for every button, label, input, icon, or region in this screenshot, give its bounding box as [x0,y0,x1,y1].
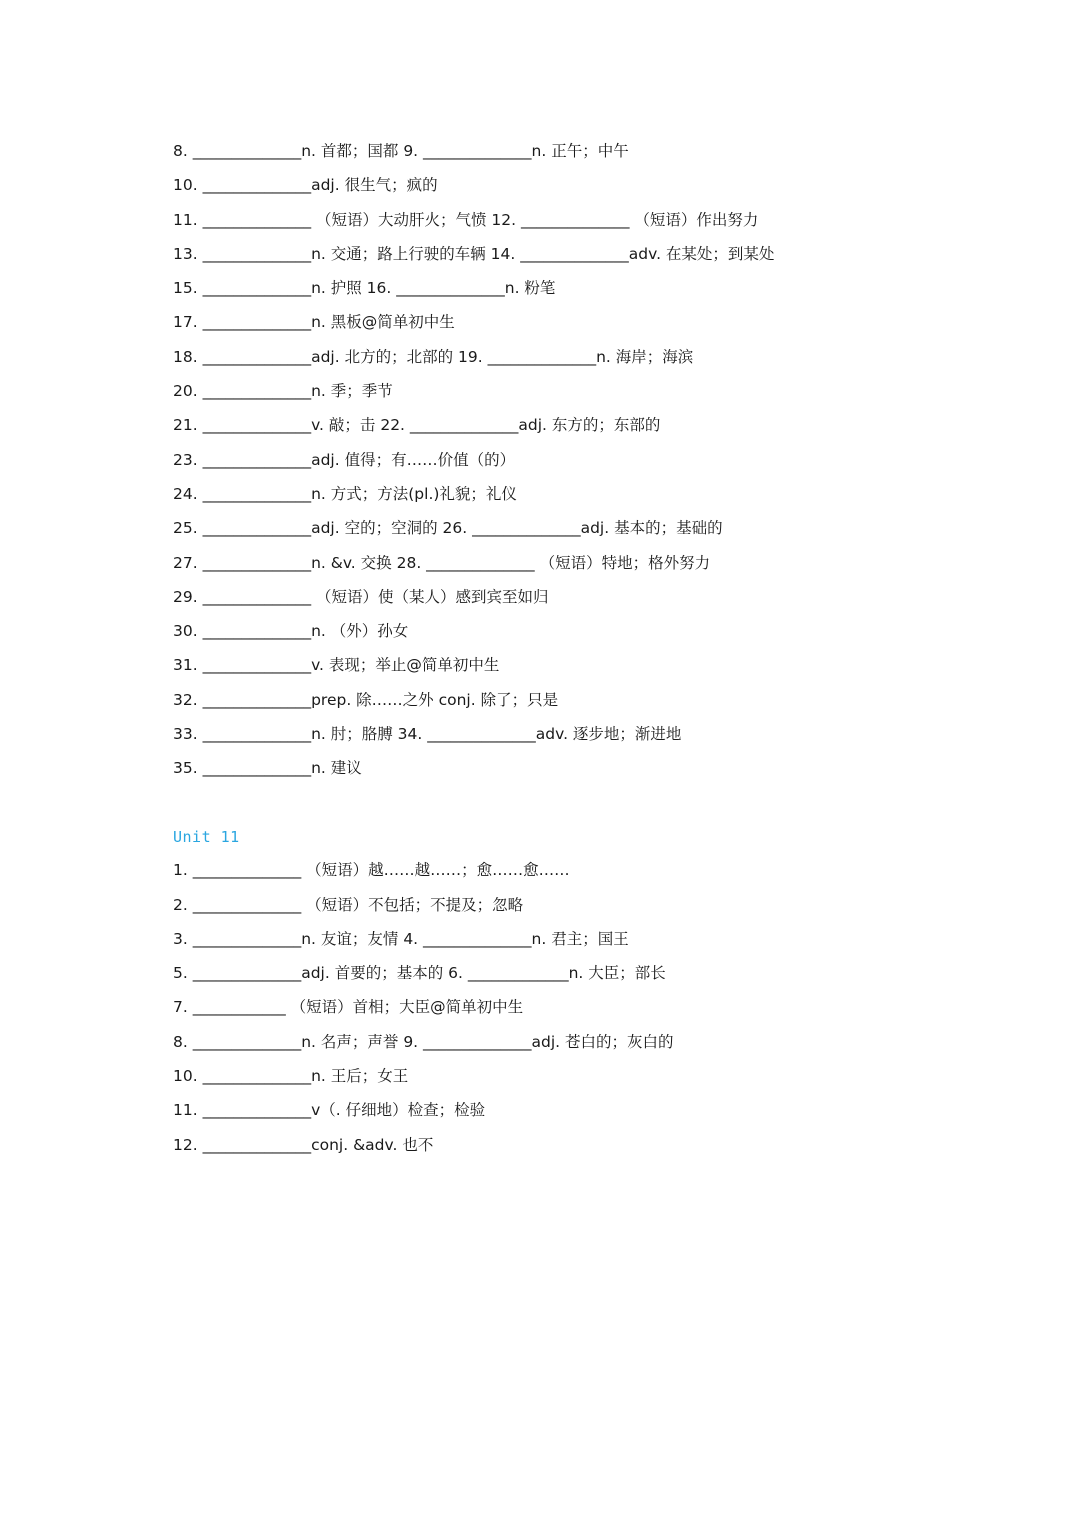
vocab-line: 10. ______________n. 王后；女王 [173,1067,409,1086]
vocab-line: 12. ______________conj. &adv. 也不 [173,1135,434,1154]
vocab-line: 7. ____________ （短语）首相；大臣@简单初中生 [173,998,524,1017]
vocabulary-section-unit-11 [173,824,1033,1167]
vocab-line: 23. ______________adj. 值得；有……价值（的） [173,450,516,469]
vocab-line: 30. ______________n. （外）孙女 [173,622,409,641]
vocab-line: 33. ______________n. 肘；胳膊 34. ______________adv. 逐步地；渐进地 [173,725,682,744]
vocab-line: 18. ______________adj. 北方的；北部的 19. ______________n. 海岸；海滨 [173,347,694,366]
vocab-line: 2. ______________ （短语）不包括；不提及；忽略 [173,895,524,914]
vocab-line: 31. ______________v. 表现；举止@简单初中生 [173,656,500,675]
vocab-line: 8. ______________n. 名声；声誉 9. ______________adj. 苍白的；灰白的 [173,1032,674,1051]
vocab-line: 24. ______________n. 方式；方法(pl.)礼貌；礼仪 [173,484,517,503]
vocab-line: 8. ______________n. 首都；国都 9. ______________n. 正午；中午 [173,142,629,160]
vocab-line: 35. ______________n. 建议 [173,759,362,778]
vocab-line: 21. ______________v. 敲；击 22. ______________adj. 东方的；东部的 [173,416,661,435]
section-heading: Unit 11 [173,828,240,846]
vocab-line: 1. ______________ （短语）越……越……；愈……愈…… [173,861,570,880]
vocab-line: 32. ______________prep. 除……之外 conj. 除了；只是 [173,690,559,709]
vocab-line: 27. ______________n. &v. 交换 28. ______________ （短语）特地；格外努力 [173,553,711,572]
vocab-line: 20. ______________n. 季；季节 [173,382,393,401]
vocab-line: 17. ______________n. 黑板@简单初中生 [173,313,455,332]
vocab-line: 25. ______________adj. 空的；空洞的 26. ______________adj. 基本的；基础的 [173,519,723,538]
vocab-line: 29. ______________ （短语）使（某人）感到宾至如归 [173,587,549,606]
vocab-line: 13. ______________n. 交通；路上行驶的车辆 14. ______________adv. 在某处；到某处 [173,244,775,263]
vocab-line: 5. ______________adj. 首要的；基本的 6. _____________n. 大臣；部长 [173,964,666,983]
vocab-line: 10. ______________adj. 很生气；疯的 [173,176,438,195]
vocab-line: 15. ______________n. 护照 16. ______________n. 粉笔 [173,279,556,298]
vocab-line: 3. ______________n. 友谊；友情 4. ______________n. 君主；国王 [173,929,629,948]
vocab-line: 11. ______________ （短语）大动肝火；气愤 12. ______________ （短语）作出努力 [173,210,759,229]
vocabulary-section-unit-10 [173,139,1033,791]
vocab-line: 11. ______________v（. 仔细地）检查；检验 [173,1101,486,1120]
